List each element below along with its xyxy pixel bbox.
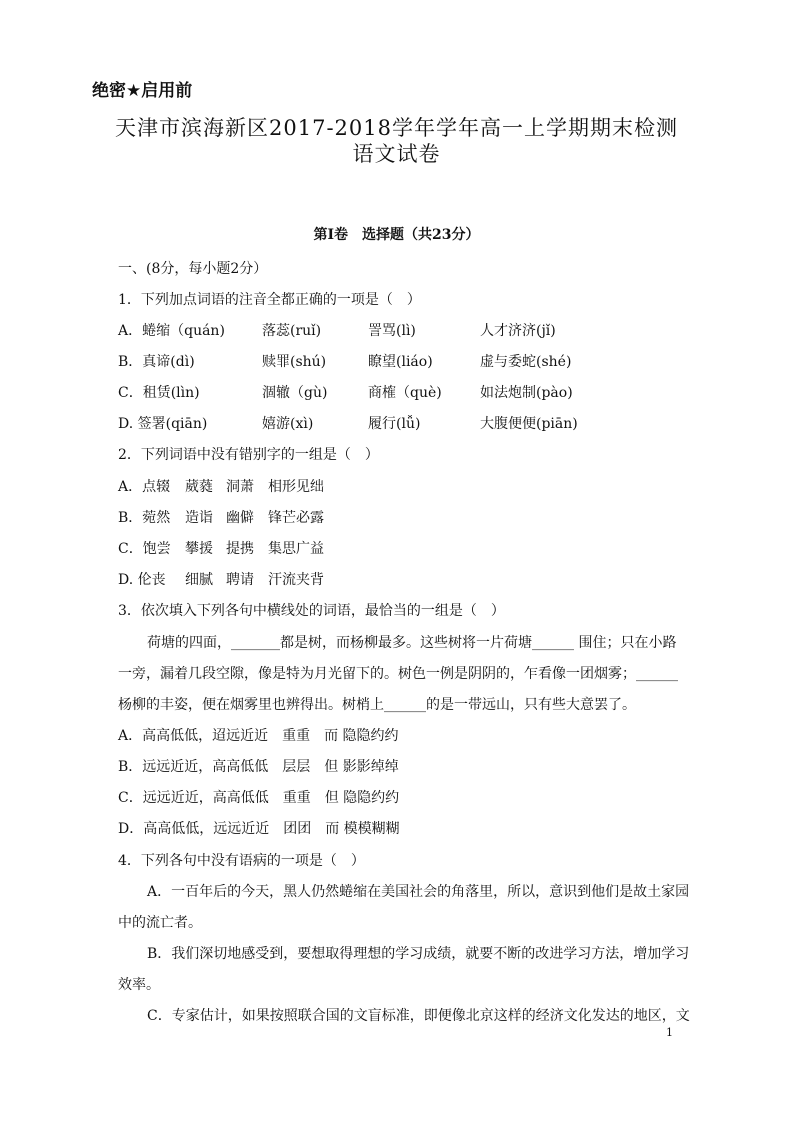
- question-3-stem: 3．依次填入下列各句中横线处的词语，最恰当的一组是（ ）: [118, 603, 505, 619]
- q1-option-a2: 落蕊(ruǐ): [262, 323, 322, 339]
- q3-option-c: C．远远近近，高高低低 重重 但 隐隐约约: [118, 790, 400, 806]
- q4-option-text: 效率。: [118, 977, 160, 993]
- q1-option-d4: 大腹便便(piān): [480, 416, 578, 432]
- q1-option-b2: 赎罪(shú): [262, 354, 327, 370]
- q2-option-c2: 攀援: [185, 541, 213, 557]
- q1-option-c2: 涸辙（gù): [262, 385, 328, 401]
- confidential-label: 绝密★启用前: [92, 81, 193, 101]
- part-heading: 一、(8分，每小题2分）: [118, 261, 268, 277]
- page-number: 1: [666, 1026, 673, 1039]
- q4-option-text: 中的流亡者。: [118, 915, 202, 931]
- section-heading: 第Ⅰ卷 选择题（共23分）: [313, 227, 480, 243]
- q1-option-b4: 虚与委蛇(shé): [480, 354, 572, 370]
- q4-option-text: B．我们深切地感受到，要想取得理想的学习成绩，就要不断的改进学习方法，增加学习: [147, 946, 690, 962]
- q1-option-d3: 履行(lǚ): [368, 416, 421, 432]
- q3-option-b: B．远远近近，高高低低 层层 但 影影绰绰: [118, 759, 399, 775]
- q4-option-text: A．一百年后的今天，黑人仍然蜷缩在美国社会的角落里，所以，意识到他们是故土家园: [147, 884, 690, 900]
- q2-option-a2: 葳蕤: [185, 479, 213, 495]
- question-1-stem: 1．下列加点词语的注音全都正确的一项是（ ）: [118, 292, 421, 308]
- q3-passage-line: 一旁，漏着几段空隙，像是特为月光留下的。树色一例是阴阴的，乍看像一团烟雾；______: [118, 666, 678, 682]
- q3-passage-line: 荷塘的四面，_______都是树，而杨柳最多。这些树将一片荷塘______ 围住；只在小路: [147, 635, 677, 651]
- q3-option-a: A．高高低低，迢远近近 重重 而 隐隐约约: [118, 728, 399, 744]
- q2-option-b2: 造诣: [185, 510, 213, 526]
- q1-option-d2: 嬉游(xì): [262, 416, 314, 432]
- q1-option-c3: 商榷（què): [368, 385, 442, 401]
- q2-option-a3: 洞萧: [226, 479, 254, 495]
- q2-option-b1: B．菀然: [118, 510, 171, 526]
- q4-option-text: C．专家估计，如果按照联合国的文盲标准，即便像北京这样的经济文化发达的地区，文: [147, 1008, 690, 1024]
- q1-option-a1: A．蜷缩（quán): [118, 323, 225, 339]
- q2-option-d2: 细腻: [185, 572, 213, 588]
- q1-option-c1: C．租赁(lìn): [118, 385, 200, 401]
- exam-subtitle: 语文试卷: [352, 142, 441, 166]
- q2-option-a4: 相形见绌: [268, 479, 324, 495]
- exam-title: 天津市滨海新区2017-2018学年学年高一上学期期末检测: [115, 116, 678, 140]
- q1-option-b3: 瞭望(liáo): [368, 354, 433, 370]
- q2-option-c4: 集思广益: [268, 541, 324, 557]
- question-4-stem: 4．下列各句中没有语病的一项是（ ）: [118, 853, 365, 869]
- q2-option-b4: 锋芒必露: [268, 510, 324, 526]
- q1-option-a4: 人才济济(jǐ): [480, 323, 556, 339]
- q2-option-c3: 提携: [226, 541, 254, 557]
- q2-option-b3: 幽僻: [226, 510, 254, 526]
- q2-option-d3: 聘请: [226, 572, 254, 588]
- q2-option-d1: D. 伦丧: [118, 572, 166, 588]
- q2-option-d4: 汗流夹背: [268, 572, 324, 588]
- q1-option-b1: B．真谛(dì): [118, 354, 195, 370]
- q1-option-c4: 如法炮制(pào): [480, 385, 573, 401]
- q1-option-d1: D. 签署(qiān): [118, 416, 208, 432]
- q1-option-a3: 詈骂(lì): [368, 323, 416, 339]
- question-2-stem: 2．下列词语中没有错别字的一组是（ ）: [118, 447, 379, 463]
- q2-option-c1: C．饱尝: [118, 541, 171, 557]
- q3-passage-line: 杨柳的丰姿，便在烟雾里也辨得出。树梢上______的是一带远山，只有些大意罢了。: [118, 697, 636, 713]
- q2-option-a1: A．点辍: [118, 479, 171, 495]
- q3-option-d: D．高高低低，远远近近 团团 而 模模糊糊: [118, 821, 400, 837]
